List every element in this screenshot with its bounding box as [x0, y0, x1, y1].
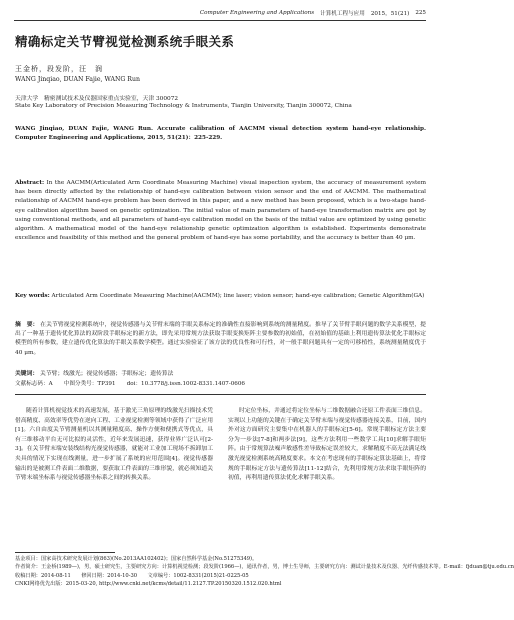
english-citation: WANG Jinqiao, DUAN Fajie, WANG Run. Accurate calibration of AACMM visual detection system hand-eye relationship. Computer Engineering and Applications, 2015, 51(21)：225-229.: [15, 126, 426, 142]
issue-info: 2015，51(21): [370, 11, 410, 17]
footnote-rule: [15, 552, 115, 553]
english-keywords: [15, 292, 426, 301]
journal-name-cn: 计算机工程与应用: [320, 11, 365, 17]
chinese-keywords: [15, 368, 426, 377]
abstract-label: Abstract:: [15, 180, 45, 186]
document-info: [15, 379, 426, 387]
english-abstract: [15, 179, 426, 243]
journal-name: Computer Engineering and Applications: [199, 10, 315, 16]
footnote-cnki: CNKI网络优先出版：2015-03-20, http://www.cnki.net/kcms/detail/11.2127.TP.20150320.1512.020.html: [15, 581, 282, 588]
authors-cn: 王金桥，段发阶，汪 润: [15, 65, 103, 73]
paper-title: 精确标定关节臂视觉检测系统手眼关系: [15, 34, 235, 49]
chinese-abstract: [15, 321, 426, 358]
abstract-text: In the AACMM(Articulated Arm Coordinate Measuring Machine) visual inspection system, the accuracy of measurement system has been directly affected by the relationship of hand-eye calibration between vision sensor and the end of AACMM. The mathematical relationship of AACMM hand-eye problem has been derived in this paper, and a new method has been proposed, which is a two-stage hand-eye calibration algorithm based on genetic optimization. The initial value of main parameters of hand-eye transformation matrix are got by using conventional methods, and all parameters of hand-eye calibration model on the basis of the initial value are optimized by using genetic algorithm. A mathematical model of the hand-eye relationship genetic optimization algorithm is established. Experiments demonstrate excellence and feasibility of this method and the general problem of hand-eye has some portability, and the accuracy is better than 40 μm.: [15, 180, 427, 242]
footnote-author-bio: 作者简介：王金桥(1989—)，男，硕士研究生，主要研究方向：计算机视觉检测；段发阶(1966—)，通讯作者，男，博士生导师，主要研究方向：测试计量技术及仪器、光纤传感技术等。E-mail：fjduan@tju.edu.cn: [15, 564, 514, 571]
authors-en: WANG Jinqiao, DUAN Fajie, WANG Run: [15, 76, 140, 83]
affiliation-cn: 天津大学 精密测试技术及仪器国家重点实验室，天津 300072: [15, 96, 179, 102]
body-column-right: 时定位坐标，并通过将定位坐标与二维数据融合还原工件表面三维信息。实现以上功能的关键在于确定关节臂末端与视觉传感器连接关系，目前，国内外对这方面研究主要集中在机器人的手眼标定[5-6]。常规手眼标定方法主要分为一步法[7-8]和两步法[9]，这些方法利用一些数学工具[10]求解手眼矩阵。由于常规算法噪声敏感性差导致标定误差较大，求解精度不高无法满足线激光视觉检测系统高精度要求。本文在考虑现有的手眼标定算法基础上，将常规的手眼标定方法与遗传算法[11-12]结合，先利用常规方法求取手眼矩阵的初值，再利用遗传算法优化求解手眼关系。: [228, 408, 426, 482]
footnotes: [15, 555, 514, 589]
cn-keywords-text: 关节臂；线激光；视觉传感器；手眼标定；遗传算法: [40, 371, 174, 377]
cn-abstract-label: 摘 要：: [15, 322, 39, 328]
running-header: [14, 8, 426, 18]
keywords-label: Key words:: [15, 293, 50, 299]
body-column-left: 随着计算机视觉技术的高速发展，基于激光三角原理的线激光扫描技术凭借高精度、高效率等优势在逆向工程、工业视觉检测等领域中获得了广泛应用[1]。六自由度关节臂测量机以其测量精度高、操作方便和便携式等优点，具有三维移动平台无可比拟的灵活性，近年来发展迅速，获得业界广泛认可[2-3]。在关节臂末端安装线结构光视觉传感器，就能对工业加工现场不拆卸加工夹具的情况下实现在线测量，进一步扩展了系统的应用范围[4]。视觉传感器输出的是被测工件表面二维数据，要获取工件表面的三维形貌，就必须知道关节臂末端坐标系与视觉传感器坐标系之间的转换关系。: [15, 408, 213, 482]
footnote-dates: 收稿日期：2014-08-11 修回日期：2014-10-30 文章编号：1002-8331(2015)21-0225-05: [15, 572, 249, 579]
affiliation-en: State Key Laboratory of Precision Measuring Technology & Instruments, Tianjin University, Tianjin 300072, China: [15, 103, 352, 109]
footnote-funding: 基金项目：国家高技术研究发展计划(863)(No.2013AA102402)；国家自然科学基金(No.51275349)。: [15, 556, 258, 562]
keywords-text: Articulated Arm Coordinate Measuring Machine(AACMM); line laser; vision sensor; hand-eye calibration; Genetic Algorithm(GA): [51, 293, 425, 299]
cn-keywords-label: 关键词：: [15, 371, 39, 377]
header-rule: [14, 20, 426, 21]
section-divider: [15, 394, 426, 395]
doi-line: 文献标志码：A 中图分类号：TP391 doi：10.3778/j.issn.1002-8331.1407-0606: [15, 381, 245, 387]
cn-abstract-text: 在关节臂视觉检测系统中，视觉传感器与关节臂末端的手眼关系标定的准确性直接影响到系统的测量精度。推导了关节臂手眼问题的数学关系模型，提出了一种基于遗传优化算法的双阶段手眼标定的新方法，即先采用常规方法获取手眼变换矩阵主要参数的初始值，在初始值的基础上利用遗传算法优化手眼标定模型的所有参数，建立遗传优化算法的手眼关系数学模型。通过实验验证了该方法的优良性和可行性，对一般手眼问题具有一定的可移植性，系统测量精度优于40 μm。: [15, 322, 426, 356]
page-number: 225: [415, 10, 426, 16]
